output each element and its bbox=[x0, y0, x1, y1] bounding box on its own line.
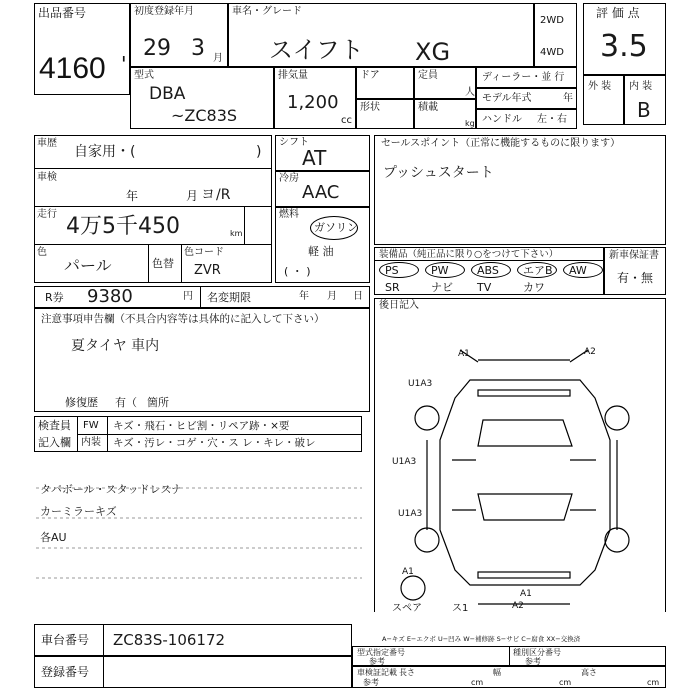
chassis-cell bbox=[34, 624, 352, 656]
category-label: 種別区分番号 bbox=[513, 648, 561, 657]
inspection-year: 年 bbox=[126, 189, 139, 203]
svg-text:A1: A1 bbox=[458, 349, 470, 359]
shift-cell bbox=[275, 135, 370, 171]
declaration-value: 夏タイヤ 車内 bbox=[71, 338, 160, 354]
first-reg-label: 初度登録年月 bbox=[134, 6, 194, 17]
fuel-paren: ( ・ ) bbox=[284, 265, 311, 278]
equipment-item-r1-2: ABS bbox=[477, 264, 499, 277]
shift-value: AT bbox=[302, 146, 327, 170]
interior-cell bbox=[624, 75, 666, 125]
model-cell bbox=[130, 67, 274, 129]
equipment-item-r2-3: カワ bbox=[523, 281, 545, 294]
sales-point-label: セールスポイント（正常に機能するものに限ります） bbox=[381, 138, 621, 149]
capacity-label: 定員 bbox=[418, 70, 438, 81]
grade: XG bbox=[415, 38, 451, 66]
width-cm: cm bbox=[559, 678, 572, 687]
note-2: カーミラーキズ bbox=[40, 505, 117, 518]
length-cm: cm bbox=[471, 678, 484, 687]
inspector-label-2: 記入欄 bbox=[38, 436, 71, 449]
color-divider bbox=[148, 244, 149, 283]
color-value: パール bbox=[64, 256, 112, 275]
diagram-frame bbox=[374, 312, 666, 612]
mileage-box-divider bbox=[244, 206, 245, 244]
svg-text:U1A3: U1A3 bbox=[408, 379, 433, 389]
deadline-year: 年 bbox=[299, 291, 309, 302]
shape-cell bbox=[356, 99, 414, 129]
mileage-value: 4万5千450 bbox=[66, 214, 180, 239]
equipment-item-r2-1: ナビ bbox=[431, 281, 453, 294]
color-label: 色 bbox=[37, 247, 47, 258]
score: 3.5 bbox=[600, 29, 648, 64]
equipment-row-divider bbox=[375, 260, 604, 261]
shape-label: 形状 bbox=[360, 102, 380, 113]
chassis-divider bbox=[103, 625, 104, 656]
model-cert-cell bbox=[352, 646, 666, 666]
category-ref: 参考 bbox=[525, 657, 541, 666]
recycle-value: 9380 bbox=[87, 286, 133, 307]
int-items: キズ・汚レ・コゲ・穴・ス レ・キレ・破レ bbox=[113, 437, 316, 449]
km-unit: km bbox=[230, 229, 243, 238]
first-reg-year: 29 bbox=[143, 36, 171, 61]
repair-suffix: 箇所 bbox=[147, 396, 169, 409]
warranty-label: 新車保証書 bbox=[609, 250, 659, 261]
length-label: 長さ bbox=[399, 668, 415, 677]
equipment-cell bbox=[374, 247, 604, 295]
spare-mark: ス1 bbox=[452, 603, 469, 614]
deadline-label: 名変期限 bbox=[207, 291, 251, 304]
mileage-label: 走行 bbox=[37, 209, 57, 220]
repair-value: 有（ bbox=[115, 396, 137, 409]
interior-grade: B bbox=[637, 98, 651, 122]
car-name-cell bbox=[228, 3, 534, 67]
color-change-label: 色替 bbox=[152, 257, 174, 270]
dealer-cell bbox=[476, 67, 577, 88]
inspection-month: 月 bbox=[186, 189, 199, 203]
exterior-label: 外 装 bbox=[588, 81, 612, 92]
repair-label: 修復歴 bbox=[65, 396, 98, 409]
deadline-day: 日 bbox=[353, 291, 363, 302]
fuel-diesel: 軽 油 bbox=[308, 245, 334, 258]
recycle-label: R券 bbox=[45, 291, 64, 304]
note-1: タバボール・スタッドレスナ bbox=[40, 483, 183, 496]
kg-unit: kg bbox=[465, 119, 475, 128]
deadline-month: 月 bbox=[327, 291, 337, 302]
reg-divider bbox=[103, 657, 104, 688]
dealer-label: ディーラー・並 行 bbox=[482, 72, 565, 83]
inspector-h bbox=[77, 434, 362, 435]
cert-length-ref: 参考 bbox=[363, 678, 379, 687]
cert-length-label: 車検証記載 bbox=[357, 668, 397, 677]
handle-label: ハンドル bbox=[482, 114, 522, 125]
person-unit: 人 bbox=[465, 87, 475, 98]
svg-text:A1: A1 bbox=[402, 567, 414, 577]
note-3: 各AU bbox=[40, 531, 67, 544]
history-value: 自家用・( bbox=[74, 144, 136, 160]
history-divider-2 bbox=[34, 206, 272, 207]
capacity-cell bbox=[414, 67, 476, 99]
handle-cell bbox=[476, 109, 577, 129]
drive-2wd: 2WD bbox=[540, 15, 564, 26]
height-cm: cm bbox=[647, 678, 660, 687]
equipment-row-1 bbox=[375, 262, 605, 278]
color-divider-2 bbox=[181, 244, 182, 283]
fuel-label: 燃料 bbox=[279, 209, 299, 220]
score-cell bbox=[583, 3, 666, 75]
svg-text:U1A3: U1A3 bbox=[398, 509, 423, 519]
recycle-cell bbox=[34, 286, 370, 308]
ac-value: AAC bbox=[302, 182, 340, 203]
shift-label: シフト bbox=[279, 137, 309, 148]
color-code: ZVR bbox=[194, 263, 221, 278]
ac-cell bbox=[275, 171, 370, 207]
recycle-yen: 円 bbox=[183, 291, 193, 302]
doors-cell bbox=[356, 67, 414, 99]
declaration-cell bbox=[34, 308, 370, 412]
warranty-cell bbox=[604, 247, 666, 295]
width-label: 幅 bbox=[493, 668, 501, 677]
exterior-cell bbox=[583, 75, 624, 125]
equipment-item-r2-0: SR bbox=[385, 281, 400, 294]
history-close: ) bbox=[256, 144, 262, 160]
car-name-label: 車名・グレード bbox=[232, 6, 302, 17]
model-cert-divider bbox=[509, 647, 510, 666]
history-divider-3 bbox=[34, 244, 272, 245]
grade-label: 評 価 点 bbox=[596, 6, 640, 20]
history-divider-1 bbox=[34, 168, 272, 169]
svg-text:A2: A2 bbox=[512, 601, 524, 611]
color-code-label: 色コード bbox=[184, 247, 224, 258]
recycle-divider bbox=[200, 287, 201, 308]
inspection-mark: /R bbox=[216, 187, 231, 203]
lot-cell bbox=[34, 3, 130, 95]
displacement-label: 排気量 bbox=[278, 70, 308, 81]
fw-label: FW bbox=[83, 420, 99, 431]
chassis-value: ZC83S-106172 bbox=[113, 631, 226, 649]
sales-point-value: プッシュスタート bbox=[383, 165, 494, 181]
history-label: 車歴 bbox=[37, 138, 57, 149]
equipment-item-r1-1: PW bbox=[431, 264, 449, 277]
lot-label: 出品番号 bbox=[38, 6, 87, 20]
displacement-cell bbox=[274, 67, 356, 129]
load-label: 積載 bbox=[418, 102, 438, 113]
handle-sides: 左・右 bbox=[537, 114, 567, 125]
fuel-gasoline: ガソリン bbox=[314, 221, 358, 234]
model-prefix: DBA bbox=[149, 84, 186, 104]
svg-text:A1: A1 bbox=[520, 589, 532, 599]
equipment-item-r1-4: AW bbox=[569, 264, 587, 277]
lot-number: 4160 bbox=[39, 52, 106, 85]
sales-point-cell bbox=[374, 135, 666, 245]
spare-label: スペア bbox=[392, 603, 422, 614]
model-year-cell bbox=[476, 88, 577, 109]
model-code: ~ZC83S bbox=[171, 106, 238, 125]
month-unit: 月 bbox=[213, 53, 223, 64]
model-cert-ref: 参考 bbox=[369, 657, 385, 666]
reg-label: 登録番号 bbox=[41, 665, 90, 679]
rear-cell bbox=[374, 298, 666, 312]
inspection-na: ヨ bbox=[201, 187, 215, 203]
equipment-label: 装備品（純正品に限り○をつけて下さい） bbox=[379, 249, 559, 260]
doors-label: ドア bbox=[360, 70, 380, 81]
fw-items: キズ・飛石・ヒビ割・リペア跡・×要 bbox=[113, 420, 290, 432]
equipment-row-2 bbox=[375, 279, 605, 295]
load-cell bbox=[414, 99, 476, 129]
svg-text:A2: A2 bbox=[584, 347, 596, 357]
model-year-label: モデル年式 bbox=[482, 93, 532, 104]
model-cert-label: 型式指定番号 bbox=[357, 648, 405, 657]
diagram-legend: A−キズ E−エクボ U−凹み W−補修跡 S−サビ C−腐食 XX−交換済 bbox=[382, 635, 581, 643]
displacement: 1,200 bbox=[287, 92, 339, 113]
lot-mark: ' bbox=[121, 52, 127, 76]
inspector-label-1: 検査員 bbox=[38, 419, 71, 432]
chassis-label: 車台番号 bbox=[41, 633, 90, 647]
ac-label: 冷房 bbox=[279, 173, 299, 184]
notes-area bbox=[34, 452, 370, 612]
drive-cell bbox=[534, 3, 577, 67]
equipment-item-r2-2: TV bbox=[477, 281, 492, 294]
year-unit: 年 bbox=[563, 93, 573, 104]
warranty-value: 有・無 bbox=[617, 271, 654, 285]
equipment-item-r1-3: エアB bbox=[523, 264, 553, 277]
first-reg-month: 3 bbox=[191, 36, 205, 61]
height-label: 高さ bbox=[581, 668, 597, 677]
svg-text:U1A3: U1A3 bbox=[392, 457, 417, 467]
dims-cell bbox=[352, 666, 666, 688]
fuel-cell bbox=[275, 207, 370, 283]
inspector-cell bbox=[34, 416, 362, 452]
first-reg-cell bbox=[130, 3, 228, 67]
cc-unit: cc bbox=[341, 115, 352, 126]
interior-label: 内 装 bbox=[629, 81, 653, 92]
drive-4wd: 4WD bbox=[540, 47, 564, 58]
int-label: 内装 bbox=[81, 437, 101, 448]
reg-cell bbox=[34, 656, 352, 688]
declaration-label: 注意事項申告欄（不具合内容等は具体的に記入して下さい） bbox=[41, 313, 325, 325]
model-label: 型式 bbox=[134, 70, 154, 81]
car-name: スイフト bbox=[269, 36, 364, 64]
rear-label: 後日記入 bbox=[379, 300, 419, 311]
inspection-label: 車検 bbox=[37, 172, 57, 183]
equipment-item-r1-0: PS bbox=[385, 264, 399, 277]
